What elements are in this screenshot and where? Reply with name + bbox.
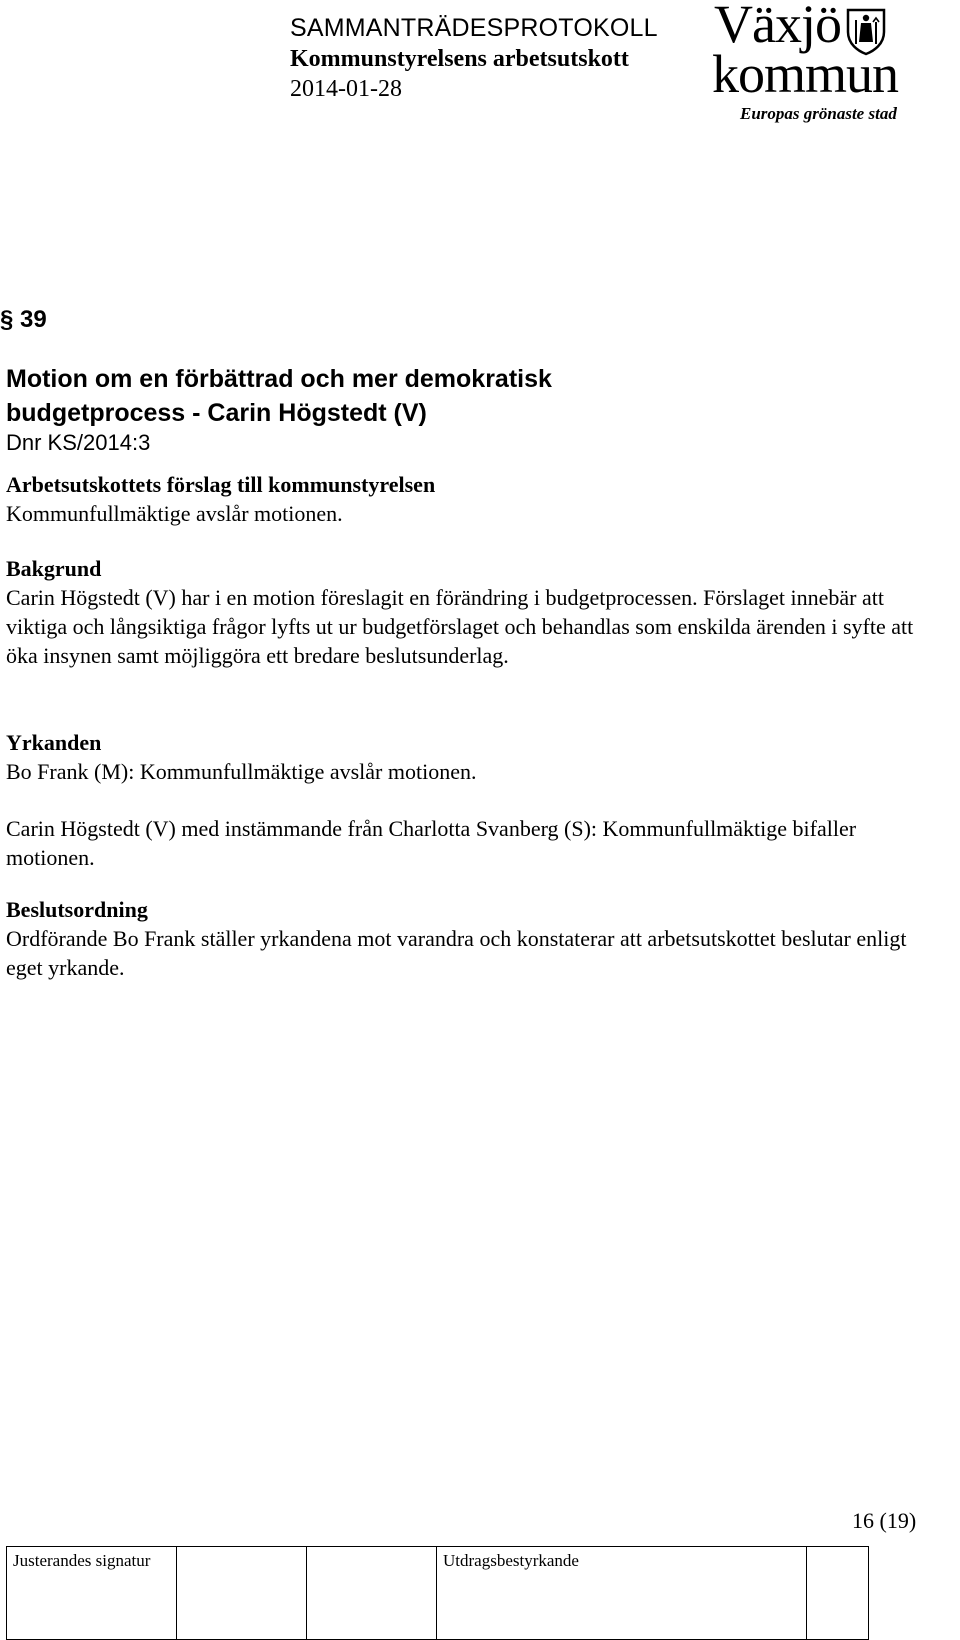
proposal-text: Kommunfullmäktige avslår motionen. bbox=[6, 501, 343, 526]
vaxjo-kommun-logo bbox=[712, 0, 932, 130]
proposal-section bbox=[6, 470, 936, 528]
claim-carin-hogstedt: Carin Högstedt (V) med instämmande från Charlotta Svanberg (S): Kommunfullmäktige bifaller motionen. bbox=[6, 816, 857, 870]
claim-bo-frank: Bo Frank (M): Kommunfullmäktige avslår motionen. bbox=[6, 759, 477, 784]
signature-label: Justerandes signatur bbox=[13, 1551, 151, 1570]
logo-word-vaxjo: Växjö bbox=[714, 0, 841, 54]
committee-name: Kommunstyrelsens arbetsutskott bbox=[290, 46, 629, 72]
protocol-title: SAMMANTRÄDESPROTOKOLL bbox=[290, 14, 658, 42]
background-heading: Bakgrund bbox=[6, 556, 102, 581]
decision-order-heading: Beslutsordning bbox=[6, 897, 148, 922]
signature-box bbox=[177, 1547, 307, 1640]
proposal-heading: Arbetsutskottets förslag till kommunstyrelsen bbox=[6, 472, 436, 497]
decision-order-text: Ordförande Bo Frank ställer yrkandena mot varandra och konstaterar att arbetsutskottet beslutar enligt eget yrkande. bbox=[6, 926, 907, 980]
background-section bbox=[6, 554, 936, 670]
claims-carin-section bbox=[6, 814, 936, 872]
logo-tagline: Europas grönaste stad bbox=[740, 104, 897, 123]
signature-label-cell bbox=[7, 1547, 177, 1640]
claims-section bbox=[6, 728, 936, 786]
page-number: 16 (19) bbox=[852, 1508, 917, 1533]
logo-word-kommun: kommun bbox=[712, 44, 899, 104]
paragraph-number: § 39 bbox=[0, 306, 47, 333]
background-text: Carin Högstedt (V) har i en motion föreslagit en förändring i budgetprocessen. Förslaget innebär att viktiga och långsiktiga frågor lyfts ut ur budgetförslaget och behandlas som enskilda ärenden i syfte att öka insynen samt möjliggöra ett bredare beslutsunderlag. bbox=[6, 585, 914, 668]
decision-order-section bbox=[6, 895, 936, 982]
certification-box bbox=[807, 1547, 869, 1640]
certification-label-cell bbox=[437, 1547, 807, 1640]
motion-title: Motion om en förbättrad och mer demokratisk budgetprocess - Carin Högstedt (V) bbox=[6, 365, 552, 427]
signature-box bbox=[307, 1547, 437, 1640]
claims-heading: Yrkanden bbox=[6, 730, 102, 755]
meeting-date: 2014-01-28 bbox=[290, 76, 402, 102]
diary-number: Dnr KS/2014:3 bbox=[6, 430, 151, 455]
certification-label: Utdragsbestyrkande bbox=[443, 1551, 579, 1570]
signature-table bbox=[6, 1546, 869, 1640]
